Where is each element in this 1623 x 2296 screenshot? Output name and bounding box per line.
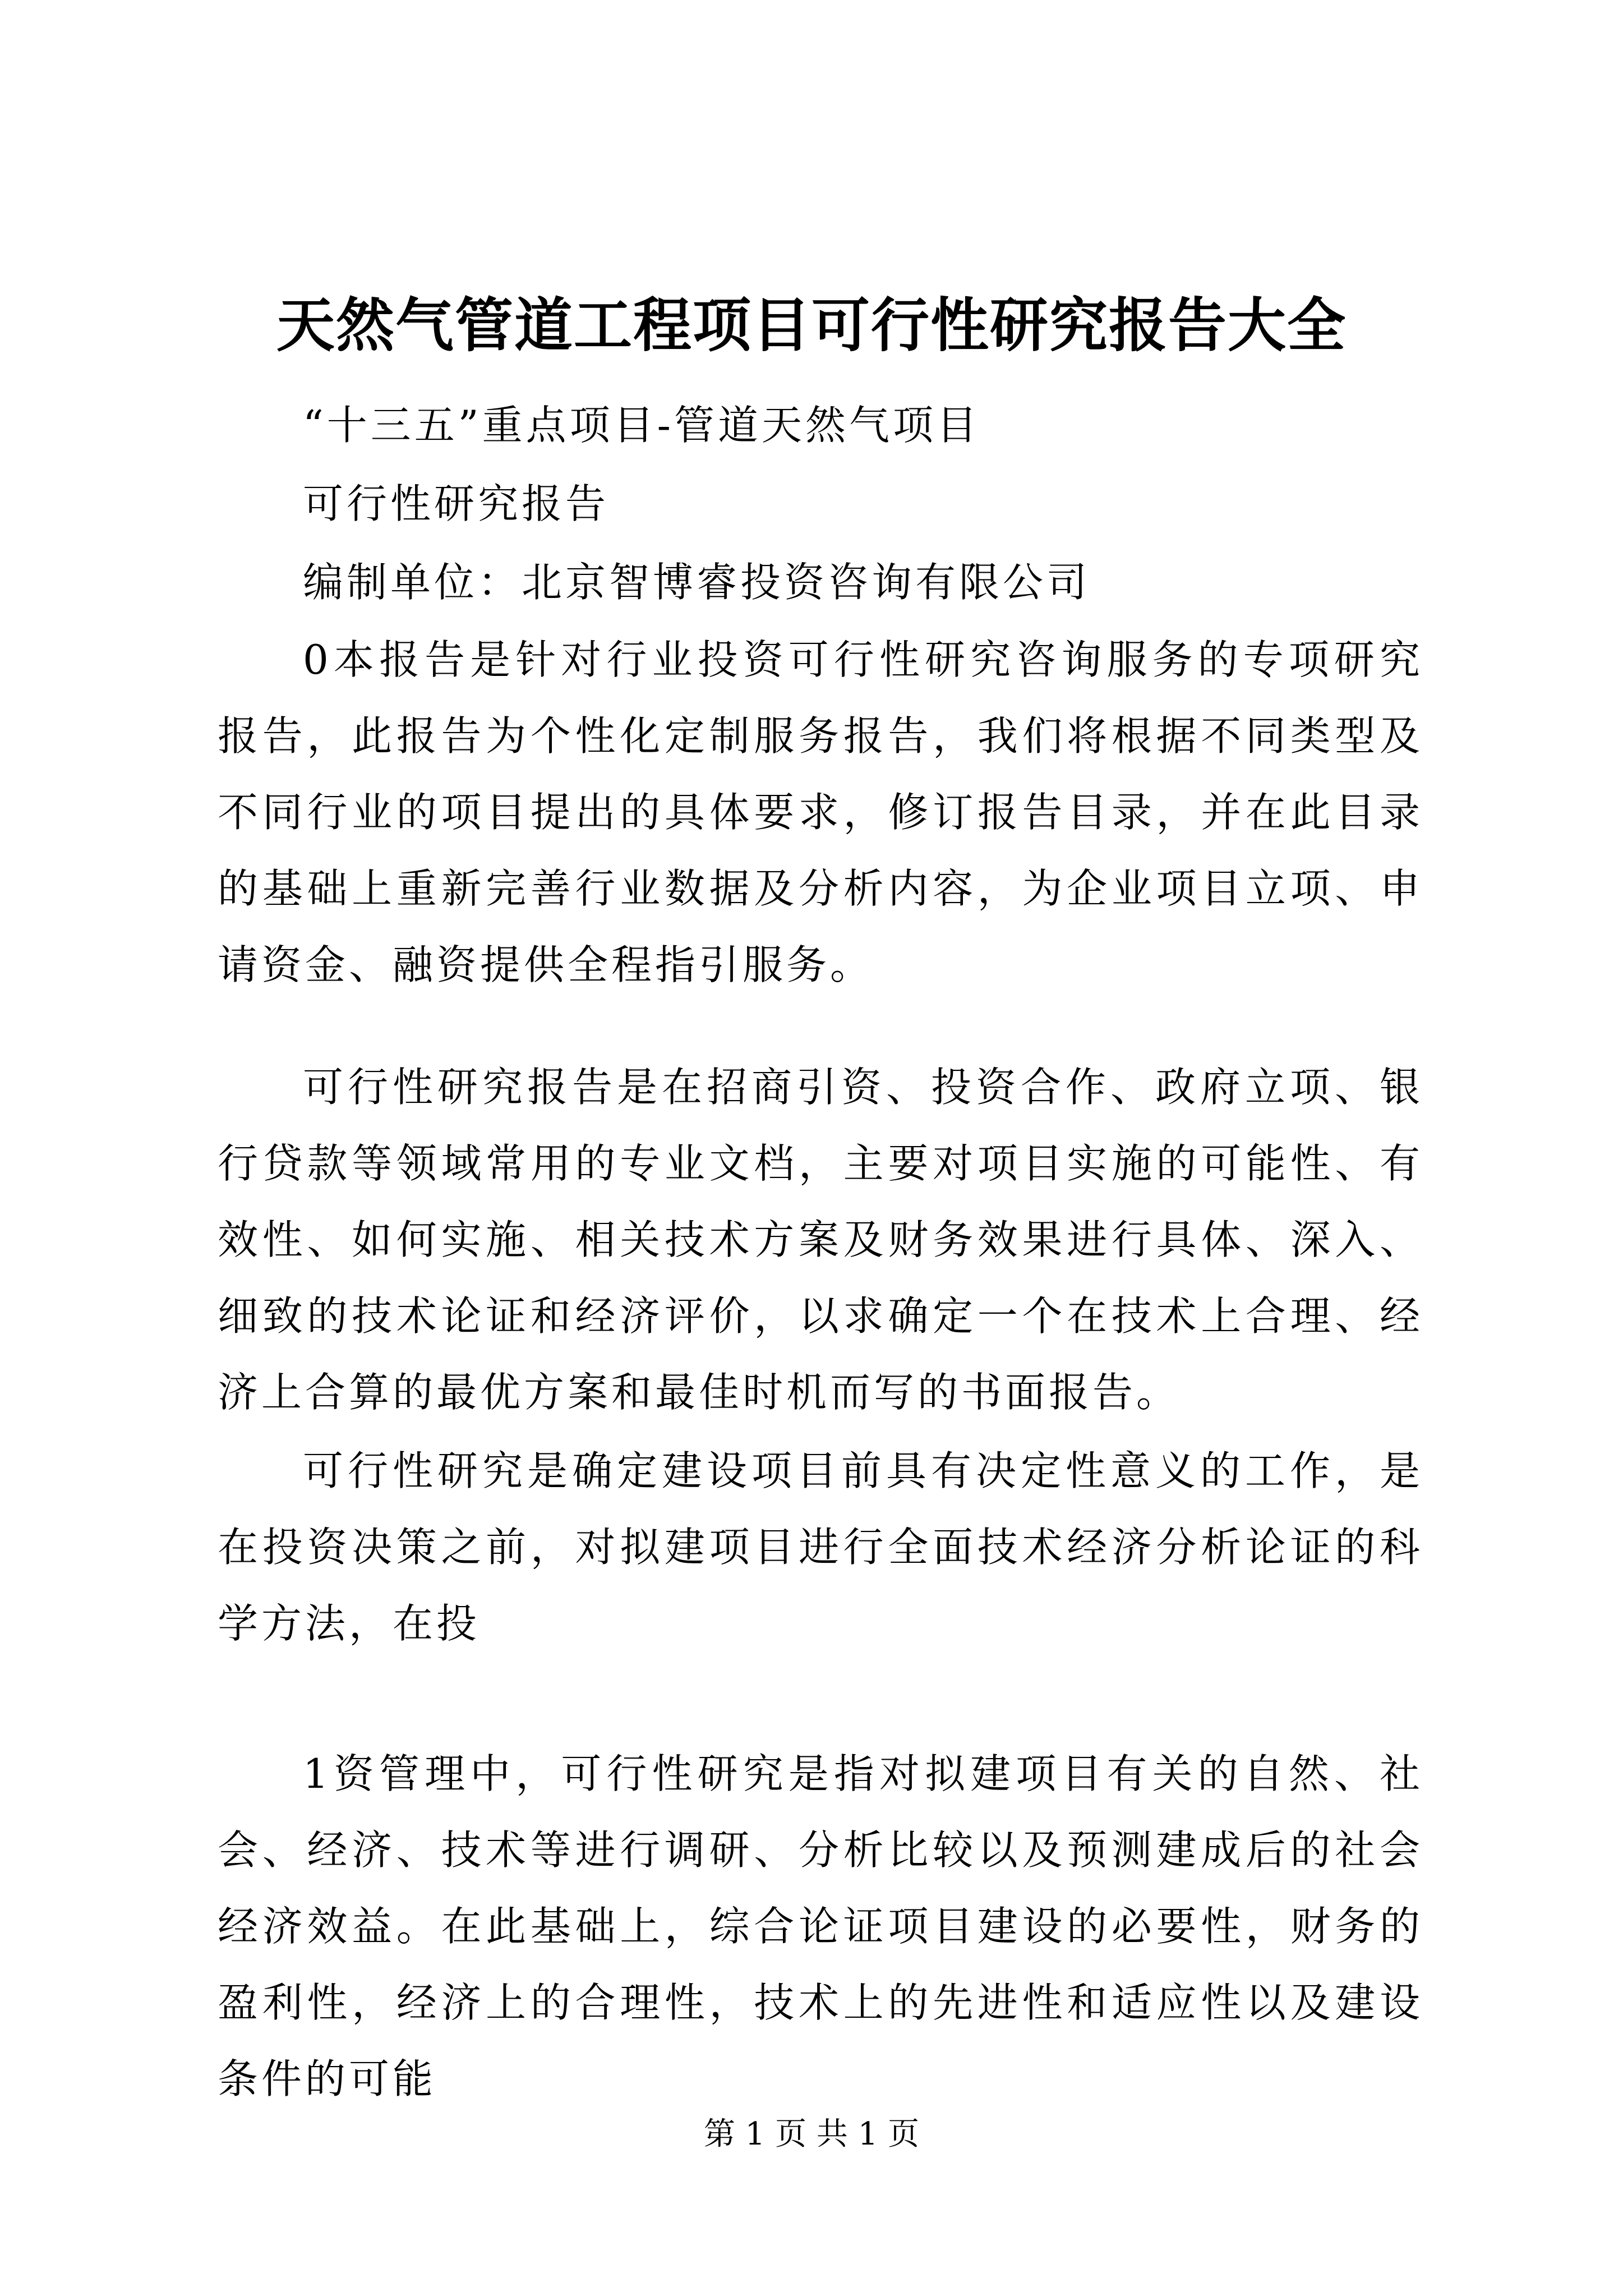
paragraph-text: 0本报告是针对行业投资可行性研究咨询服务的专项研究报告，此报告为个性化定制服务报告，我们将根据不同类型及不同行业的项目提出的具体要求，修订报告目录，并在此目录的基础上重新完善行业数据及分析内容，为企业项目立项、申请资金、融资提供全程指引服务。: [218, 636, 1423, 988]
body-paragraph: [218, 1433, 1423, 1662]
body-paragraph: [218, 1736, 1423, 2117]
subtitle-line: “十三五”重点项目-管道天然气项目: [303, 402, 980, 449]
paragraph-text: 1资管理中，可行性研究是指对拟建项目有关的自然、社会、经济、技术等进行调研、分析比较以及预测建成后的社会经济效益。在此基础上，综合论证项目建设的必要性，财务的盈利性，经济上的合理性，技术上的先进性和适应性以及建设条件的可能: [218, 1750, 1423, 2102]
paragraph-text: 可行性研究是确定建设项目前具有决定性意义的工作，是在投资决策之前，对拟建项目进行全面技术经济分析论证的科学方法，在投: [218, 1447, 1423, 1647]
paragraph-text: 可行性研究报告是在招商引资、投资合作、政府立项、银行贷款等领域常用的专业文档，主要对项目实施的可能性、有效性、如何实施、相关技术方案及财务效果进行具体、深入、细致的技术论证和经济评价，以求确定一个在技术上合理、经济上合算的最优方案和最佳时机而写的书面报告。: [218, 1064, 1423, 1416]
report-type-line: 可行性研究报告: [303, 480, 610, 527]
page-number-footer: 第 1 页 共 1 页: [703, 2116, 920, 2152]
body-paragraph: [218, 1049, 1423, 1430]
compiler-line: 编制单位：北京智博睿投资咨询有限公司: [303, 559, 1091, 606]
body-paragraph: [218, 622, 1423, 1003]
document-title: 天然气管道工程项目可行性研究报告大全: [276, 291, 1347, 360]
